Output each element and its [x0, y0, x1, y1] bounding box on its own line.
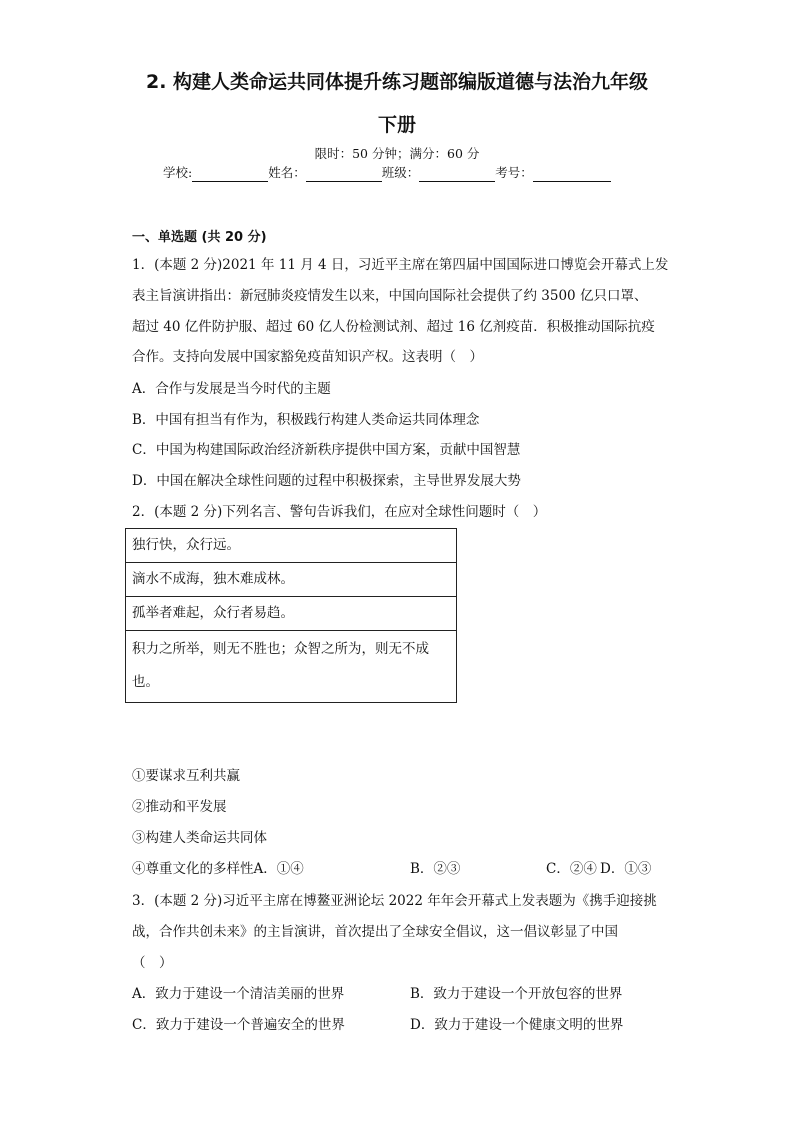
- q2-stem: 2．(本题 2 分)下列名言、警句告诉我们，在应对全球性问题时（ ）: [132, 504, 547, 520]
- q2-option-a[interactable]: A．①④: [253, 861, 304, 877]
- q3-option-d[interactable]: D．致力于建设一个健康文明的世界: [410, 1017, 624, 1033]
- time-score-limits: 限时：50 分钟；满分：60 分: [314, 146, 480, 161]
- name-label: 姓名：: [268, 165, 306, 180]
- quote-row: 滴水不成海，独木难成林。: [126, 562, 456, 596]
- section-title: 一、单选题 (共 20 分): [132, 230, 267, 245]
- q2-option-d[interactable]: D．①③: [600, 861, 652, 877]
- quote-row: [126, 630, 456, 702]
- q1-option-b[interactable]: B．中国有担当有作为，积极践行构建人类命运共同体理念: [132, 412, 480, 428]
- number-label: 考号：: [495, 165, 533, 180]
- school-blank[interactable]: [192, 167, 268, 182]
- class-blank[interactable]: [419, 167, 495, 182]
- name-blank[interactable]: [306, 167, 382, 182]
- q1-option-d[interactable]: D．中国在解决全球性问题的过程中积极探索，主导世界发展大势: [132, 473, 521, 489]
- q1-stem-line: 表主旨演讲指出：新冠肺炎疫情发生以来，中国向国际社会提供了约 3500 亿只口罩、: [132, 288, 648, 304]
- q1-option-c[interactable]: C．中国为构建国际政治经济新秩序提供中国方案，贡献中国智慧: [132, 442, 521, 458]
- q2-item: ①要谋求互利共赢: [132, 768, 240, 784]
- quotes-table: [125, 528, 457, 703]
- q3-stem-line: 3．(本题 2 分)习近平主席在博鳌亚洲论坛 2022 年年会开幕式上发表题为《携手迎接挑: [132, 893, 657, 909]
- quote-row: 独行快，众行远。: [132, 537, 240, 553]
- q3-option-a[interactable]: A．致力于建设一个清洁美丽的世界: [132, 986, 345, 1002]
- q1-stem-line: 1．(本题 2 分)2021 年 11 月 4 日，习近平主席在第四届中国国际进口博览会开幕式上发: [132, 257, 669, 273]
- q3-option-c[interactable]: C．致力于建设一个普遍安全的世界: [132, 1017, 345, 1033]
- q3-option-b[interactable]: B．致力于建设一个开放包容的世界: [410, 986, 623, 1002]
- q1-stem-line: 合作。支持向发展中国家豁免疫苗知识产权。这表明（ ）: [132, 349, 483, 365]
- student-info-row: [163, 164, 611, 182]
- q2-item4-options-row: [132, 860, 304, 878]
- number-blank[interactable]: [533, 167, 611, 182]
- quote-row-line: 积力之所举，则无不胜也；众智之所为，则无不成: [132, 641, 429, 657]
- class-label: 班级：: [381, 165, 420, 180]
- school-label: 学校:: [163, 165, 193, 180]
- q2-item: ③构建人类命运共同体: [132, 830, 267, 846]
- quote-row: 孤举者难起，众行者易趋。: [126, 596, 456, 630]
- q1-option-a[interactable]: A．合作与发展是当今时代的主题: [132, 381, 331, 397]
- page-title: 2. 构建人类命运共同体提升练习题部编版道德与法治九年级: [145, 71, 649, 93]
- q1-stem-line: 超过 40 亿件防护服、超过 60 亿人份检测试剂、超过 16 亿剂疫苗．积极推动国际抗疫: [132, 319, 655, 335]
- q2-item: ④尊重文化的多样性: [132, 861, 254, 877]
- q2-option-b[interactable]: B．②③: [410, 861, 461, 877]
- quote-row-line: 也。: [132, 674, 159, 690]
- q3-stem-line: 战，合作共创未来》的主旨演讲，首次提出了全球安全倡议，这一倡议彰显了中国: [132, 924, 618, 940]
- page-title-continued: 下册: [377, 114, 416, 136]
- q2-option-c[interactable]: C．②④: [546, 861, 597, 877]
- q2-item: ②推动和平发展: [132, 799, 227, 815]
- q3-stem-line: （ ）: [132, 955, 173, 971]
